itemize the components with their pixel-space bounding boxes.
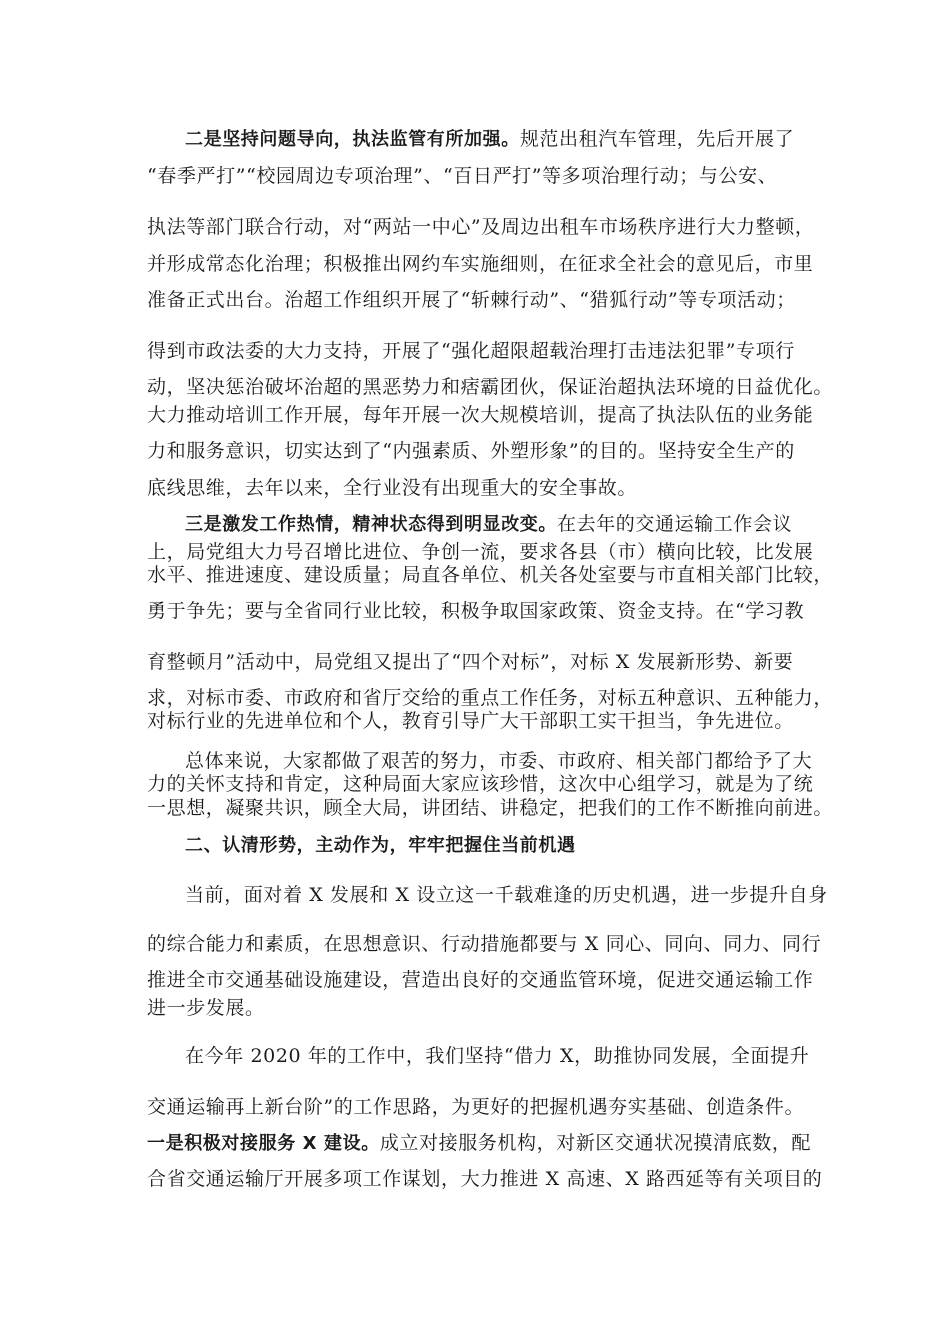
paragraph-line: 力和服务意识，切实达到了“内强素质、外塑形象”的目的。坚持安全生产的 [147, 440, 795, 462]
paragraph-line [147, 1131, 811, 1156]
paragraph-line: 一思想，凝聚共识，顾全大局，讲团结、讲稳定，把我们的工作不断推向前进。 [147, 797, 834, 819]
bold-lead: 二是坚持问题导向，执法监管有所加强。 [185, 129, 520, 150]
paragraph-line: 动，坚决惩治破坏治超的黑恶势力和痞霸团伙，保证治超执法环境的日益优化。 [147, 376, 834, 398]
paragraph-line: 求，对标市委、市政府和省厅交给的重点工作任务，对标五种意识、五种能力， [147, 687, 834, 709]
paragraph-line [185, 512, 792, 537]
line-text: 规范出租汽车管理，先后开展了 [519, 128, 795, 150]
section-heading: 二、认清形势，主动作为，牢牢把握住当前机遇 [185, 835, 576, 856]
paragraph-line: 育整顿月”活动中，局党组又提出了“四个对标”，对标 X 发展新形势、新要 [147, 651, 794, 673]
paragraph-line: 力的关怀支持和肯定，这种局面大家应该珍惜，这次中心组学习，就是为了统 [147, 773, 814, 795]
paragraph-line: “春季严打”“校园周边专项治理”、“百日严打”等多项治理行动；与公安、 [147, 165, 778, 187]
paragraph-line: 当前，面对着 X 发展和 X 设立这一千载难逢的历史机遇，进一步提升自身 [185, 884, 828, 906]
paragraph-line: 的综合能力和素质，在思想意识、行动措施都要与 X 同心、同向、同力、同行 [147, 933, 822, 955]
line-text: 在去年的交通运输工作会议 [557, 513, 793, 535]
paragraph-line: 底线思维，去年以来，全行业没有出现重大的安全事故。 [147, 477, 638, 499]
paragraph-line: 大力推动培训工作开展，每年开展一次大规模培训，提高了执法队伍的业务能 [147, 404, 814, 426]
paragraph-line: 上，局党组大力号召增比进位、争创一流，要求各县（市）横向比较，比发展 [147, 541, 814, 563]
paragraph-line: 并形成常态化治理；积极推出网约车实施细则，在征求全社会的意见后，市里 [147, 253, 814, 275]
paragraph-line: 准备正式出台。治超工作组织开展了“斩棘行动”、“猎狐行动”等专项活动； [147, 289, 796, 311]
paragraph-line: 合省交通运输厅开展多项工作谋划，大力推进 X 高速、X 路西延等有关项目的 [147, 1168, 823, 1190]
paragraph-line: 对标行业的先进单位和个人，教育引导广大干部职工实干担当，争先进位。 [147, 710, 794, 732]
line-text: 成立对接服务机构，对新区交通状况摸清底数，配 [379, 1132, 812, 1154]
paragraph-line [185, 127, 794, 152]
paragraph-line: 得到市政法委的大力支持，开展了“强化超限超载治理打击违法犯罪”专项行 [147, 340, 795, 362]
paragraph-line: 执法等部门联合行动，对“两站一中心”及周边出租车市场秩序进行大力整顿， [147, 216, 815, 238]
paragraph-line: 水平、推进速度、建设质量；局直各单位、机关各处室要与市直相关部门比较， [147, 564, 834, 586]
paragraph-line: 进一步发展。 [147, 997, 265, 1019]
paragraph-line: 总体来说，大家都做了艰苦的努力，市委、市政府、相关部门都给予了大 [185, 750, 813, 772]
paragraph-line: 在今年 2020 年的工作中，我们坚持“借力 X，助推协同发展，全面提升 [185, 1045, 810, 1067]
bold-lead: 三是激发工作热情，精神状态得到明显改变。 [185, 514, 557, 535]
paragraph-line: 勇于争先；要与全省同行业比较，积极争取国家政策、资金支持。在“学习教 [147, 600, 805, 622]
paragraph-line: 推进全市交通基础设施建设，营造出良好的交通监管环境，促进交通运输工作 [147, 969, 814, 991]
paragraph-line: 交通运输再上新台阶”的工作思路，为更好的把握机遇夯实基础、创造条件。 [147, 1096, 805, 1118]
bold-lead: 一是积极对接服务 X 建设。 [147, 1133, 380, 1154]
